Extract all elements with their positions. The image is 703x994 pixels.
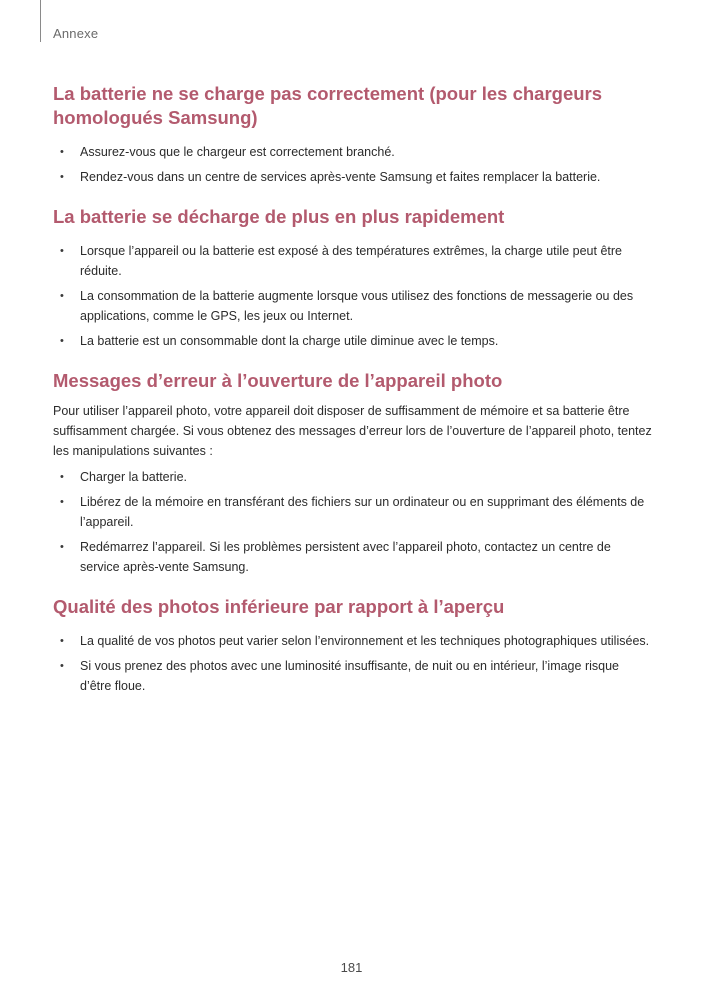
section-photo-quality <box>53 595 653 696</box>
section-title: La batterie ne se charge pas correctement (pour les chargeurs homologués Samsung) <box>53 83 603 128</box>
chapter-label: Annexe <box>53 26 99 41</box>
list-item <box>53 286 653 326</box>
list-item-text: La batterie est un consommable dont la charge utile diminue avec le temps. <box>80 334 499 348</box>
list-item-text: Si vous prenez des photos avec une luminosité insuffisante, de nuit ou en intérieur, l’image risque d’être floue. <box>80 659 619 693</box>
bullet-icon: • <box>60 635 64 647</box>
list-item-text: Charger la batterie. <box>80 470 188 484</box>
page-content <box>53 82 653 701</box>
section-title: Messages d’erreur à l’ouverture de l’appareil photo <box>53 370 503 391</box>
list-item-text: La qualité de vos photos peut varier selon l’environnement et les techniques photographiques utilisées. <box>80 634 650 648</box>
bullet-icon: • <box>60 496 64 508</box>
list-item <box>53 331 653 351</box>
list-item <box>53 656 653 696</box>
section-title: La batterie se décharge de plus en plus rapidement <box>53 206 505 227</box>
list-item <box>53 537 653 577</box>
section-title: Qualité des photos inférieure par rapport à l’aperçu <box>53 596 505 617</box>
bullet-icon: • <box>60 171 64 183</box>
section-intro: Pour utiliser l’appareil photo, votre appareil doit disposer de suffisamment de mémoire et sa batterie être suffisamment chargée. Si vous obtenez des messages d’erreur lors de l’ouverture de l’appareil photo, tentez les manipulations suivantes : <box>53 404 652 458</box>
list-item <box>53 241 653 281</box>
list-item <box>53 492 653 532</box>
list-item <box>53 167 653 187</box>
bullet-icon: • <box>60 290 64 302</box>
list-item-text: Rendez-vous dans un centre de services après-vente Samsung et faites remplacer la batterie. <box>80 170 601 184</box>
bullet-list <box>53 241 653 351</box>
bullet-icon: • <box>60 471 64 483</box>
bullet-icon: • <box>60 146 64 158</box>
list-item-text: Lorsque l’appareil ou la batterie est exposé à des températures extrêmes, la charge utile peut être réduite. <box>80 244 622 278</box>
list-item-text: Libérez de la mémoire en transférant des fichiers sur un ordinateur ou en supprimant des éléments de l’appareil. <box>80 495 645 529</box>
bullet-list <box>53 631 653 696</box>
bullet-icon: • <box>60 541 64 553</box>
list-item <box>53 142 653 162</box>
bullet-icon: • <box>60 660 64 672</box>
header-divider <box>40 0 41 42</box>
page-number: 181 <box>340 960 363 975</box>
list-item-text: La consommation de la batterie augmente lorsque vous utilisez des fonctions de messagerie ou des applications, comme le GPS, les jeux ou Internet. <box>80 289 634 323</box>
list-item-text: Assurez-vous que le chargeur est correctement branché. <box>80 145 395 159</box>
bullet-list <box>53 467 653 577</box>
section-camera-errors <box>53 369 653 577</box>
list-item <box>53 631 653 651</box>
bullet-list <box>53 142 653 187</box>
section-battery-drains-faster <box>53 205 653 351</box>
list-item-text: Redémarrez l’appareil. Si les problèmes persistent avec l’appareil photo, contactez un centre de service après-vente Samsung. <box>80 540 611 574</box>
section-battery-not-charging <box>53 82 653 187</box>
bullet-icon: • <box>60 335 64 347</box>
list-item <box>53 467 653 487</box>
bullet-icon: • <box>60 245 64 257</box>
